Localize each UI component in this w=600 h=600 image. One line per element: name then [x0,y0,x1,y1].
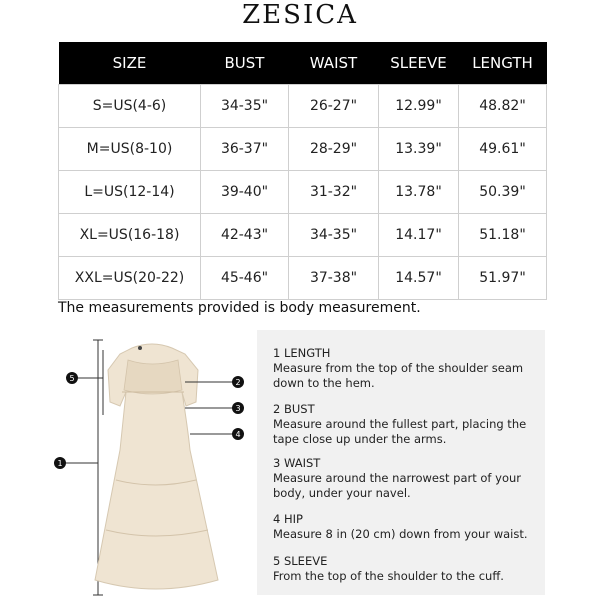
header-length: LENGTH [459,42,547,85]
marker-2-label: 2 [235,378,241,387]
marker-4-label: 4 [235,430,241,439]
guide-waist [273,456,535,501]
table-row [59,171,547,214]
marker-2 [232,376,244,388]
cell-size: XL=US(16-18) [59,214,201,257]
marker-3-label: 3 [235,404,241,413]
measurement-guide [257,330,545,595]
cell-size: XXL=US(20-22) [59,257,201,300]
cell-waist: 26-27" [289,85,379,128]
cell-waist: 31-32" [289,171,379,214]
marker-1 [54,457,66,469]
cell-waist: 34-35" [289,214,379,257]
cell-sleeve: 12.99" [379,85,459,128]
table-row [59,257,547,300]
cell-length: 51.97" [459,257,547,300]
guide-sleeve-desc: From the top of the shoulder to the cuff. [273,569,504,583]
cell-waist: 28-29" [289,128,379,171]
cell-length: 51.18" [459,214,547,257]
marker-4 [232,428,244,440]
guide-length [273,346,535,391]
brand-logo: ZESICA [242,0,358,30]
guide-waist-desc: Measure around the narrowest part of your body, under your navel. [273,471,521,500]
guide-sleeve-title: 5 SLEEVE [273,554,328,568]
cell-length: 50.39" [459,171,547,214]
cell-bust: 42-43" [201,214,289,257]
cell-size: S=US(4-6) [59,85,201,128]
marker-1-label: 1 [57,459,63,468]
cell-sleeve: 13.39" [379,128,459,171]
cell-sleeve: 13.78" [379,171,459,214]
guide-length-desc: Measure from the top of the shoulder seam down to the hem. [273,361,524,390]
table-row [59,85,547,128]
cell-bust: 39-40" [201,171,289,214]
guide-bust-title: 2 BUST [273,402,315,416]
header-size: SIZE [59,42,201,85]
header-waist: WAIST [289,42,379,85]
cell-waist: 37-38" [289,257,379,300]
cell-bust: 45-46" [201,257,289,300]
guide-length-title: 1 LENGTH [273,346,331,360]
guide-bust [273,402,535,447]
table-row [59,214,547,257]
cell-length: 48.82" [459,85,547,128]
cell-size: M=US(8-10) [59,128,201,171]
table-header-row [59,42,547,85]
guide-waist-title: 3 WAIST [273,456,321,470]
cell-size: L=US(12-14) [59,171,201,214]
guide-hip-title: 4 HIP [273,512,303,526]
guide-sleeve [273,554,535,584]
marker-5 [66,372,78,384]
measurement-note: The measurements provided is body measurement. [58,300,421,316]
marker-5-label: 5 [69,374,75,383]
guide-hip-desc: Measure 8 in (20 cm) down from your waist. [273,527,528,541]
cell-bust: 34-35" [201,85,289,128]
marker-3 [232,402,244,414]
cell-length: 49.61" [459,128,547,171]
cell-sleeve: 14.17" [379,214,459,257]
header-sleeve: SLEEVE [379,42,459,85]
cell-bust: 36-37" [201,128,289,171]
guide-bust-desc: Measure around the fullest part, placing the tape close up under the arms. [273,417,527,446]
guide-hip [273,512,535,542]
header-bust: BUST [201,42,289,85]
cell-sleeve: 14.57" [379,257,459,300]
dress-shape [95,344,218,589]
dress-illustration [40,330,260,600]
size-chart-table [58,42,547,300]
table-row [59,128,547,171]
